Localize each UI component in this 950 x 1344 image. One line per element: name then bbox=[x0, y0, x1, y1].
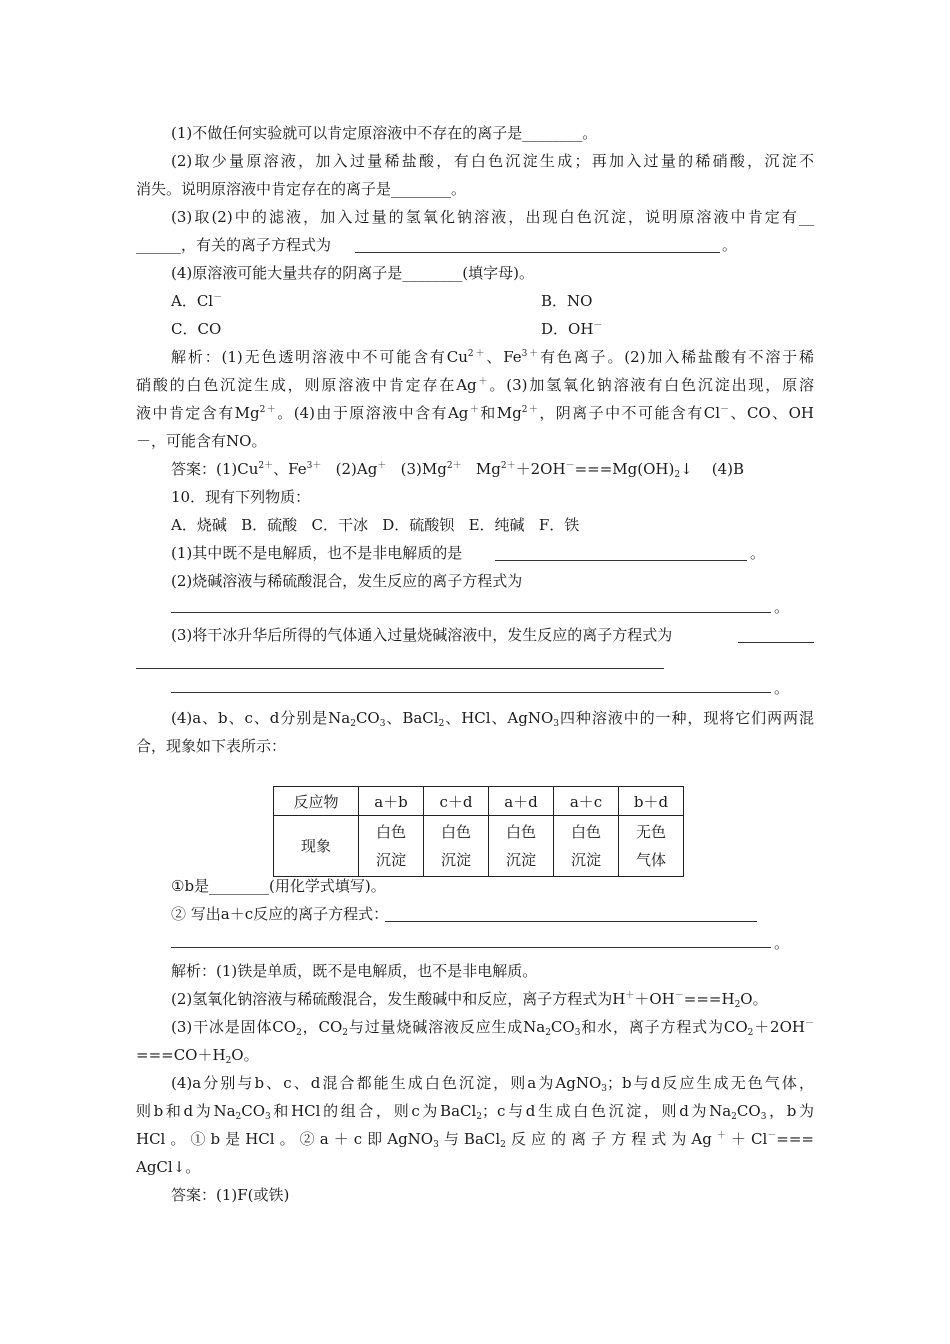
table-cell: 白色 沉淀 bbox=[489, 816, 554, 877]
option-d: D．OH－ bbox=[541, 320, 603, 338]
option-c: C．CO bbox=[171, 320, 222, 338]
answer-blank bbox=[495, 560, 747, 561]
table-row bbox=[274, 816, 684, 877]
table-header-row bbox=[274, 787, 684, 816]
reaction-table bbox=[273, 786, 684, 877]
table-cell: 反应物 bbox=[274, 787, 359, 816]
option-a: A．Cl－ bbox=[171, 292, 223, 310]
table-cell: 无色 气体 bbox=[619, 816, 684, 877]
q9-part2-line2: 消失。说明原溶液中肯定存在的离子是________。 bbox=[136, 180, 467, 198]
answer-line bbox=[136, 668, 664, 669]
q9-part1: (1)不做任何实验就可以肯定原溶液中不存在的离子是________。 bbox=[171, 124, 598, 142]
q10-part4-line1: (4)a、b、c、d分别是$Na_2CO_3$、BaCl$_2$、HCl、AgNO$_3$四种溶液中的一种，现将它们两两混 bbox=[171, 709, 814, 729]
q10-part4-line2: 合，现象如下表所示： bbox=[136, 737, 287, 755]
period: 。 bbox=[774, 598, 790, 616]
q10-solution-line2: (2)氢氧化钠溶液与稀硫酸混合，发生酸碱中和反应，离子方程式为$H^++OH^-===H_2O$。 bbox=[171, 990, 768, 1010]
answer-line bbox=[171, 947, 771, 948]
q9-part3-line1: (3)取(2)中的滤液，加入过量的氢氧化钠溶液，出现白色沉淀，说明原溶液中肯定有__ bbox=[171, 208, 814, 226]
q9-part2-line1: (2)取少量原溶液，加入过量稀盐酸，有白色沉淀生成；再加入过量的稀硝酸，沉淀不 bbox=[171, 152, 814, 170]
q10-solution-line4: $===CO+H_2O$。 bbox=[136, 1046, 259, 1066]
option-b: B．NO bbox=[541, 292, 593, 310]
answer-line bbox=[171, 612, 771, 613]
q9-solution-line3: 液中肯定含有$Mg^{2+}$。(4)由于原溶液中含有Ag＋和$Mg^{2+}$，阴离子中不可能含有Cl－、CO、OH bbox=[136, 404, 814, 422]
q9-part4: (4)原溶液可能大量共存的阴离子是________(填字母)。 bbox=[171, 264, 534, 282]
table-cell: 白色 沉淀 bbox=[359, 816, 424, 877]
q10-items: A．烧碱 B．硫酸 C．干冰 D．硫酸钡 E．纯碱 F．铁 bbox=[171, 516, 580, 534]
q9-answer: 答案：$(1)Cu^{2+}$、$Fe^{3+}$ (2)Ag＋ $(3)Mg^{2+}$ $Mg^{2+}+2OH^-===Mg(OH)_2↓$ (4)B bbox=[171, 460, 744, 480]
answer-line bbox=[171, 692, 771, 693]
table-cell: 白色 沉淀 bbox=[554, 816, 619, 877]
period: 。 bbox=[750, 544, 766, 562]
q10-solution-line1: 解析：(1)铁是单质，既不是电解质，也不是非电解质。 bbox=[171, 962, 538, 980]
q10-answer: 答案：(1)F(或铁) bbox=[171, 1186, 290, 1204]
q9-part3-line2: ______，有关的离子方程式为 bbox=[136, 236, 332, 254]
q9-solution-line2: 硝酸的白色沉淀生成，则原溶液中肯定存在Ag＋。(3)加氢氧化钠溶液有白色沉淀出现，原溶 bbox=[136, 376, 815, 394]
q9-solution-line4: －，可能含有NO。 bbox=[136, 432, 267, 450]
answer-blank bbox=[355, 252, 720, 253]
q10-title: 10．现有下列物质： bbox=[171, 488, 311, 506]
q10-part1: (1)其中既不是电解质，也不是非电解质的是 bbox=[171, 544, 463, 562]
period: 。 bbox=[722, 236, 738, 254]
period: 。 bbox=[774, 934, 790, 952]
answer-line bbox=[738, 642, 814, 643]
answer-line bbox=[385, 921, 757, 922]
q10-part2: (2)烧碱溶液与稀硫酸混合，发生反应的离子方程式为 bbox=[171, 572, 523, 590]
q10-part3: (3)将干冰升华后所得的气体通入过量烧碱溶液中，发生反应的离子方程式为 bbox=[171, 626, 673, 644]
table-cell: 现象 bbox=[274, 816, 359, 877]
q10-solution-line5: (4)a分别与b、c、d混合都能生成白色沉淀，则a为AgNO$_3$；b与d反应生成无色气体， bbox=[171, 1074, 814, 1094]
q10-solution-line8: AgCl↓。 bbox=[136, 1158, 201, 1176]
q10-solution-line3: (3)干冰是固体$CO_2$，$CO_2$与过量烧碱溶液反应生成$Na_2CO_3$和水，离子方程式为$CO_2+2OH^-$ bbox=[171, 1018, 814, 1038]
period: 。 bbox=[774, 679, 790, 697]
q10-solution-line7: HCl。①b是HCl。②a＋c即AgNO$_3$与BaCl$_2$反应的离子方程式为Ag＋＋Cl－=== bbox=[136, 1130, 814, 1150]
q10-part4-sub1: ①b是________(用化学式填写)。 bbox=[171, 877, 386, 895]
table-cell: a＋b bbox=[359, 787, 424, 816]
q10-solution-line6: 则b和d为$Na_2CO_3$和HCl的组合，则c为BaCl$_2$；c与d生成白色沉淀，则d为$Na_2CO_3$，b为 bbox=[136, 1102, 814, 1122]
table-cell: a＋c bbox=[554, 787, 619, 816]
table-cell: 白色 沉淀 bbox=[424, 816, 489, 877]
table-cell: b＋d bbox=[619, 787, 684, 816]
q9-solution-line1: 解析：(1)无色透明溶液中不可能含有$Cu^{2+}$、$Fe^{3+}$有色离子。(2)加入稀盐酸有不溶于稀 bbox=[171, 348, 815, 366]
table-cell: a＋d bbox=[489, 787, 554, 816]
table-cell: c＋d bbox=[424, 787, 489, 816]
q10-part4-sub2: ② 写出a＋c反应的离子方程式： bbox=[171, 905, 389, 923]
